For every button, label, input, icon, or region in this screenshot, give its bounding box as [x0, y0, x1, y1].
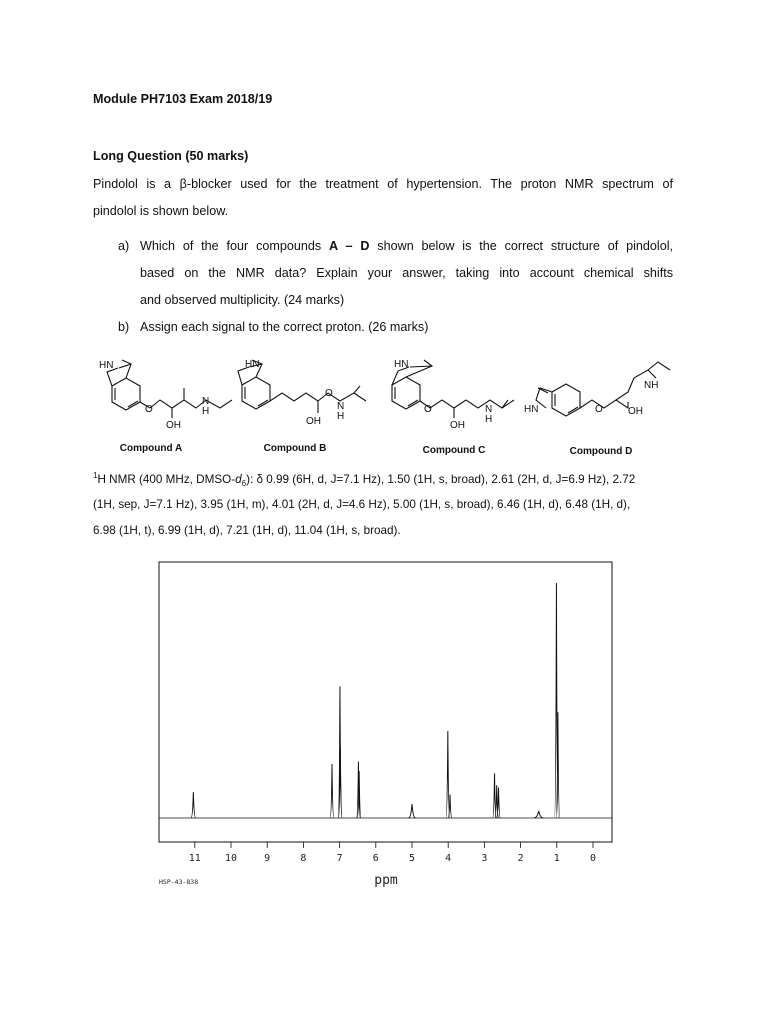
- compound-c-o: O: [424, 404, 432, 415]
- x-axis-tick-label: 11: [188, 853, 201, 864]
- spectrum-peak: [357, 762, 361, 818]
- spectrum-peak: [338, 748, 342, 819]
- chart-peaks: [191, 583, 560, 818]
- x-axis-tick-label: 5: [408, 853, 416, 864]
- compound-a-n: N: [202, 396, 210, 407]
- x-axis-tick-label: 3: [481, 853, 488, 864]
- spectrum-peak: [555, 583, 559, 818]
- compound-a-h: H: [202, 406, 210, 417]
- spectrum-peak: [409, 804, 416, 818]
- nmr-data-line-2: (1H, sep, J=7.1 Hz), 3.95 (1H, m), 4.01 (2H, d, J=4.6 Hz), 5.00 (1H, s, broad), 6.46 (1H, d), 6.48 (1H, d),: [93, 498, 631, 511]
- compound-structures: [0, 0, 768, 470]
- spectrum-peak: [493, 773, 497, 818]
- x-axis-tick-label: 4: [445, 853, 452, 864]
- x-axis-tick-label: 8: [300, 853, 307, 864]
- question-title: Long Question (50 marks): [93, 149, 249, 163]
- compound-b-h: H: [337, 411, 345, 422]
- spectrum-id: HSP-43-838: [159, 878, 199, 886]
- spectrum-peak: [556, 712, 560, 818]
- exam-title: Module PH7103 Exam 2018/19: [93, 92, 273, 106]
- compound-b-oh: OH: [306, 416, 321, 427]
- spectrum-peak: [330, 764, 334, 818]
- x-axis-tick-label: 10: [224, 853, 238, 864]
- spectrum-peak: [357, 771, 361, 818]
- compound-a-hn: HN: [99, 360, 114, 371]
- spectrum-peak: [448, 795, 452, 819]
- compound-c-label: Compound C: [422, 445, 486, 456]
- compound-a-structure: [107, 360, 232, 418]
- part-b-label: b): [118, 320, 130, 334]
- compound-d-hn: HN: [524, 404, 539, 415]
- compound-a-o: O: [145, 404, 153, 415]
- compound-b-o: O: [325, 388, 333, 399]
- compound-c-oh: OH: [450, 420, 465, 431]
- x-axis-tick-label: 9: [264, 853, 271, 864]
- x-axis-tick-label: 2: [517, 853, 524, 864]
- compound-b-n: N: [337, 401, 345, 412]
- x-axis-tick-label: 7: [336, 853, 343, 864]
- intro-line-1: Pindolol is a β-blocker used for the treatment of hypertension. The proton NMR spectrum of: [93, 177, 673, 191]
- x-axis-tick-label: 6: [372, 853, 379, 864]
- intro-line-2: pindolol is shown below.: [93, 204, 229, 218]
- part-b-line-1: Assign each signal to the correct proton. (26 marks): [140, 320, 429, 334]
- spectrum-peak: [338, 686, 342, 818]
- spectrum-peak: [446, 731, 450, 818]
- compound-d-oh: OH: [628, 406, 643, 417]
- part-a-line-1: Which of the four compounds A – D shown below is the correct structure of pindolol,: [140, 239, 673, 253]
- compound-b-label: Compound B: [263, 443, 327, 454]
- compound-c-structure: [392, 360, 514, 418]
- chart-frame: [159, 562, 612, 842]
- spectrum-peak: [191, 792, 196, 818]
- x-axis-tick-label: 1: [553, 853, 560, 864]
- compound-a-label: Compound A: [119, 443, 183, 454]
- part-a-line-3: and observed multiplicity. (24 marks): [140, 293, 345, 307]
- spectrum-peak: [497, 787, 501, 818]
- compound-b-hn: HN: [245, 359, 260, 370]
- compound-range: A – D: [329, 239, 370, 253]
- nmr-data-line-3: 6.98 (1H, t), 6.99 (1H, d), 7.21 (1H, d), 11.04 (1H, s, broad).: [93, 524, 401, 537]
- compound-d-o: O: [595, 404, 603, 415]
- compound-d-nh: NH: [644, 380, 659, 391]
- compound-c-hn: HN: [394, 359, 409, 370]
- x-axis-label: ppm: [374, 873, 398, 888]
- part-a-label: a): [118, 239, 130, 253]
- compound-d-label: Compound D: [569, 446, 633, 457]
- nmr-data-line-1: $^1$H NMR (400 MHz, DMSO-$d_6$): δ 0.99 (6H, d, J=7.1 Hz), 1.50 (1H, s, broad), 2.61 (2H, d, J=6.9 Hz), 2.72: [93, 471, 636, 489]
- x-axis-tick-label: 0: [589, 853, 597, 864]
- compound-c-h: H: [485, 414, 493, 425]
- spectrum-peak: [534, 811, 543, 818]
- chart-ticks: [189, 842, 596, 864]
- part-a-line-2: based on the NMR data? Explain your answer, taking into account chemical shifts: [140, 266, 673, 280]
- compound-a-oh: OH: [166, 420, 181, 431]
- spectrum-peak: [495, 785, 499, 818]
- compound-c-n: N: [485, 404, 493, 415]
